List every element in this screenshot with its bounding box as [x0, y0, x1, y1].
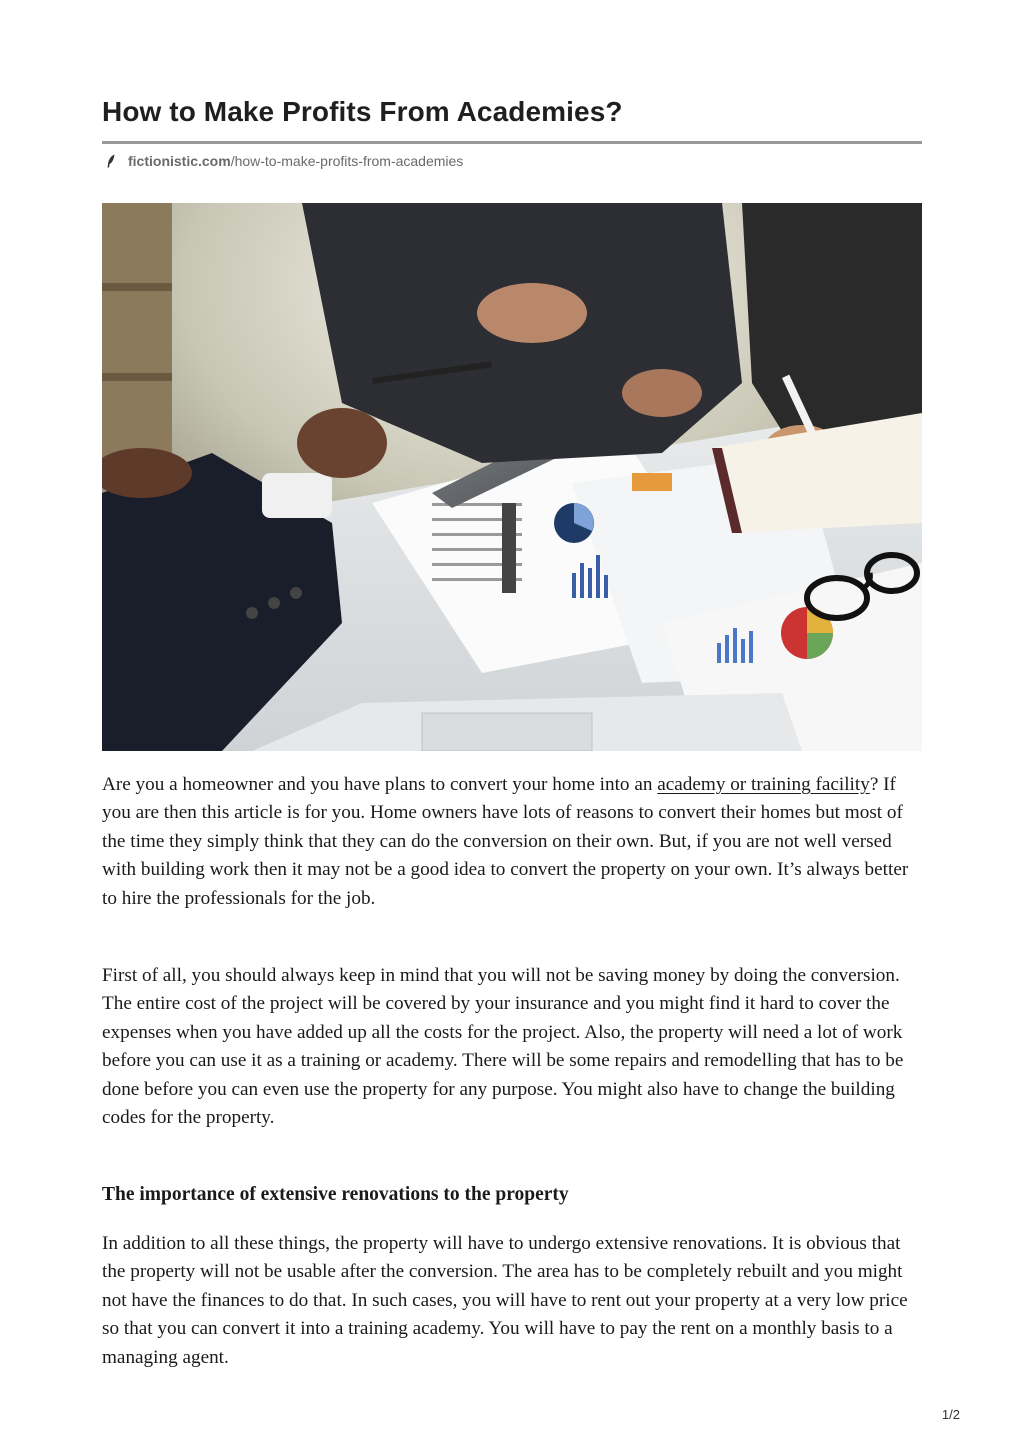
paragraph-2: First of all, you should always keep in mind that you will not be saving money by doing the conversion. The entire cost of the project will be covered by your insurance and you might find it hard to cover the expenses when you have added up all the costs for the project. Also, the property will need a lot of work before you can use it as a training or academy. There will be some repairs and remodelling that has to be done before you can even use the property for any purpose. You might also have to change the building codes for the property.: [102, 965, 904, 1129]
source-path[interactable]: /how-to-make-profits-from-academies: [230, 153, 464, 169]
section-heading: The importance of extensive renovations to the property: [102, 1184, 569, 1205]
quill-icon: [106, 154, 116, 168]
page-title: How to Make Profits From Academies?: [102, 96, 623, 127]
page-number: 1/2: [941, 1407, 960, 1422]
paragraph-3: In addition to all these things, the property will have to undergo extensive renovations. It is obvious that the property will not be usable after the conversion. The area has to be completely rebuilt and you might not have the finances to do that. In such cases, you will have to rent out your property at a very low price so that you can convert it into a training academy. You will have to pay the rent on a monthly basis to a managing agent.: [102, 1233, 908, 1368]
source-link[interactable]: [106, 152, 463, 170]
paragraph-1: [102, 771, 922, 913]
paragraph-1-intro: Are you a homeowner and you have plans to convert your home into an: [102, 774, 658, 795]
source-domain[interactable]: fictionistic.com: [128, 153, 231, 169]
title-divider: [102, 141, 922, 144]
business-meeting-photo: [102, 203, 922, 751]
academy-link[interactable]: academy or training facility: [657, 774, 870, 795]
paragraph-1-rest: ? If you are then this article is for you. Home owners have lots of reasons to convert their homes but most of the time they simply think that they can do the conversion on their own. But, if you are not well versed with building work then it may not be a good idea to convert the property on your own. It’s always better to hire the professionals for the job.: [102, 774, 909, 909]
